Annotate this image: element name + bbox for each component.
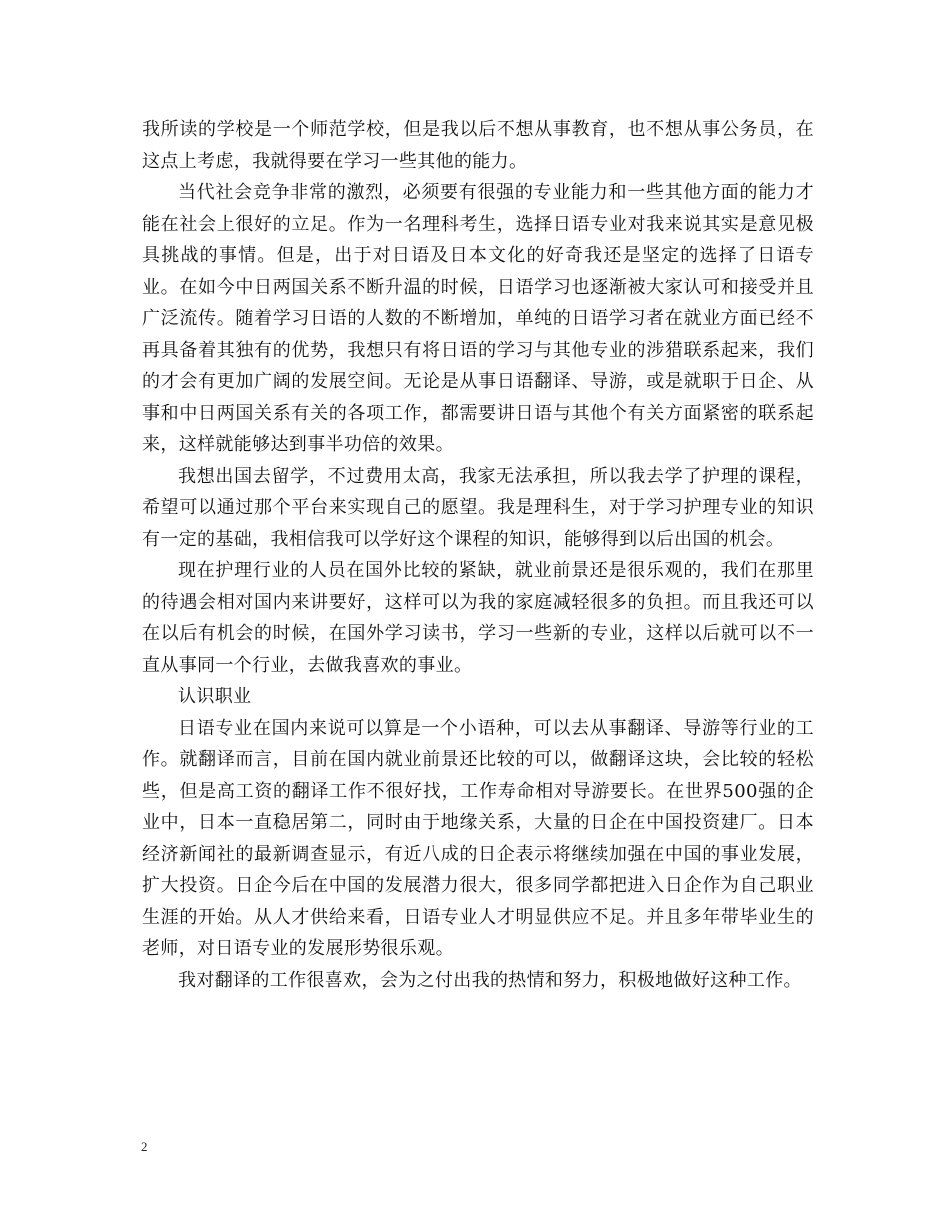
paragraph-translation: 我对翻译的工作很喜欢，会为之付出我的热情和努力，积极地做好这种工作。: [178, 969, 802, 991]
paragraph-competition: 当代社会竞争非常的激烈，必须要有很强的专业能力和一些其他方面的能力才能在社会上很好的立足。作为一名理科考生，选择日语专业对我来说其实是意见极具挑战的事情。但是，出于对日语及日本文化的好奇我还是坚定的选择了日语专业。在如今中日两国关系不断升温的时候，日语学习也逐渐被大家认可和接受并且广泛流传。随着学习日语的人数的不断增加，单纯的日语学习者在就业方面已经不再具备着其独有的优势，我想只有将日语的学习与其他专业的涉猎联系起来，我们的才会有更加广阔的发展空间。无论是从事日语翻译、导游，或是就职于日企、从事和中日两国关系有关的各项工作，都需要讲日语与其他个有关方面紧密的联系起来，这样就能够达到事半功倍的效果。: [142, 182, 814, 455]
document-body: [142, 114, 814, 996]
section-heading-career: 认识职业: [178, 686, 252, 707]
paragraph-japanese-major: 日语专业在国内来说可以算是一个小语种，可以去从事翻译、导游等行业的工作。就翻译而言，目前在国内就业前景还比较的可以，做翻译这块，会比较的轻松些，但是高工资的翻译工作不很好找，工作寿命相对导游要长。在世界500强的企业中，日本一直稳居第二，同时由于地缘关系，大量的日企在中国投资建厂。日本经济新闻社的最新调查显示，有近八成的日企表示将继续加强在中国的事业发展，扩大投资。日企今后在中国的发展潜力很大，很多同学都把进入日企作为自己职业生涯的开始。从人才供给来看，日语专业人才明显供应不足。并且多年带毕业生的老师，对日语专业的发展形势很乐观。: [142, 717, 814, 959]
paragraph-study-abroad: 我想出国去留学，不过费用太高，我家无法承担，所以我去学了护理的课程，希望可以通过那个平台来实现自己的愿望。我是理科生，对于学习护理专业的知识有一定的基础，我相信我可以学好这个课程的知识，能够得到以后出国的机会。: [142, 465, 814, 550]
page-number: 2: [141, 1139, 148, 1154]
paragraph-nursing: 现在护理行业的人员在国外比较的紧缺，就业前景还是很乐观的，我们在那里的待遇会相对国内来讲要好，这样可以为我的家庭减轻很多的负担。而且我还可以在以后有机会的时候，在国外学习读书，学习一些新的专业，这样以后就可以不一直从事同一个行业，去做我喜欢的事业。: [142, 560, 814, 676]
paragraph-school: 我所读的学校是一个师范学校，但是我以后不想从事教育，也不想从事公务员，在这点上考虑，我就得要在学习一些其他的能力。: [142, 119, 814, 172]
